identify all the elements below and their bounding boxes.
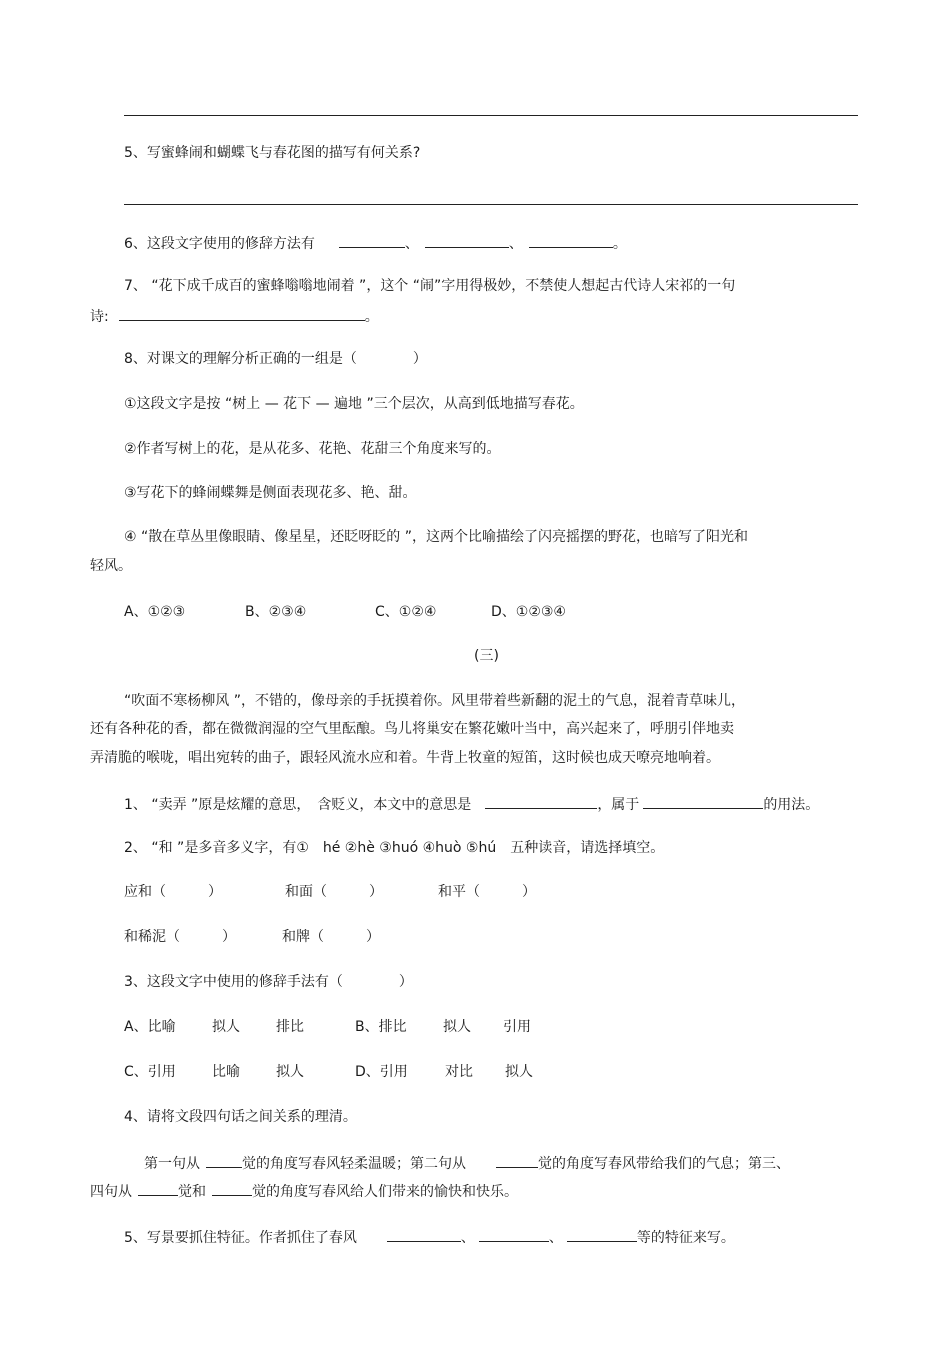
blank[interactable] xyxy=(479,1227,549,1242)
separator: 。 xyxy=(612,236,627,252)
question-6-text: 6、这段文字使用的修辞方法有 xyxy=(124,236,315,252)
q4-text: 四句从 xyxy=(90,1184,132,1200)
question-7-prefix: 诗: xyxy=(90,309,109,325)
q5-text: 等的特征来写。 xyxy=(636,1230,735,1246)
separator: 、 xyxy=(460,1230,475,1246)
separator: 。 xyxy=(364,309,379,325)
q3-choice-term: 对比 xyxy=(445,1064,473,1080)
question-7-line2 xyxy=(90,306,379,326)
question-2: 2、 “和 ”是多音多义字，有① hé ②hè ③huó ④huò ⑤hú 五种读音，请选择填空。 xyxy=(124,840,665,856)
q4-text: 觉和 xyxy=(178,1184,206,1200)
question-5 xyxy=(124,1227,735,1247)
blank[interactable] xyxy=(119,306,365,321)
choice-c[interactable]: C、①②④ xyxy=(375,604,437,620)
q4-text: 觉的角度写春风给人们带来的愉快和快乐。 xyxy=(252,1184,518,1200)
question-4-line2 xyxy=(90,1181,518,1201)
passage-line-2: 还有各种花的香，都在微微润湿的空气里酝酿。鸟儿将巢安在繁花嫩叶当中，高兴起来了，呼朋引伴地卖 xyxy=(90,721,734,737)
blank[interactable] xyxy=(387,1227,461,1242)
passage-line-1: “吹面不寒杨柳风 ”，不错的，像母亲的手抚摸着你。风里带着些新翻的泥土的气息，混着青草味儿， xyxy=(124,693,745,709)
q2-item: 应和（ ） xyxy=(124,884,222,900)
blank[interactable] xyxy=(529,233,613,248)
question-5-part2: 5、写蜜蜂闹和蝴蝶飞与春花图的描写有何关系? xyxy=(124,145,421,161)
question-4: 4、请将文段四句话之间关系的理清。 xyxy=(124,1109,357,1125)
question-8-option-1: ①这段文字是按 “树上 — 花下 — 遍地 ”三个层次，从高到低地描写春花。 xyxy=(124,396,584,412)
blank[interactable] xyxy=(643,794,763,809)
question-7-line1: 7、 “花下成千成百的蜜蜂嗡嗡地闹着 ”，这个 “闹”字用得极妙，不禁使人想起古代诗人宋祁的一句 xyxy=(124,278,736,294)
blank[interactable] xyxy=(138,1181,178,1196)
q3-choice[interactable]: C、引用 xyxy=(124,1064,176,1080)
blank[interactable] xyxy=(567,1227,637,1242)
q4-text: 觉的角度写春风轻柔温暖；第二句从 xyxy=(242,1156,466,1172)
q3-choice-term: 比喻 xyxy=(212,1064,240,1080)
question-4-line1 xyxy=(144,1153,790,1173)
q3-choice[interactable]: A、比喻 xyxy=(124,1019,176,1035)
q3-choice-term: 排比 xyxy=(276,1019,304,1035)
question-1-text-c: 的用法。 xyxy=(763,797,820,813)
q4-text: 觉的角度写春风带给我们的气息；第三、 xyxy=(538,1156,790,1172)
q2-item: 和面（ ） xyxy=(285,884,383,900)
choice-d[interactable]: D、①②③④ xyxy=(491,604,566,620)
section-heading: (三) xyxy=(474,648,499,664)
question-8-option-4-line1: ④ “散在草丛里像眼睛、像星星，还眨呀眨的 ”，这两个比喻描绘了闪亮摇摆的野花，也暗写了阳光和 xyxy=(124,529,748,545)
separator: 、 xyxy=(508,236,523,252)
blank[interactable] xyxy=(485,794,597,809)
q3-choice-term: 拟人 xyxy=(276,1064,304,1080)
question-6 xyxy=(124,233,627,253)
q4-text: 第一句从 xyxy=(144,1156,200,1172)
q3-choice-term: 拟人 xyxy=(212,1019,240,1035)
q2-item: 和牌（ ） xyxy=(282,929,380,945)
question-8-stem: 8、对课文的理解分析正确的一组是（ ） xyxy=(124,351,427,367)
separator: 、 xyxy=(404,236,419,252)
answer-rule-q5 xyxy=(124,204,858,205)
q2-item: 和稀泥（ ） xyxy=(124,929,236,945)
answer-rule-top xyxy=(124,115,858,116)
q5-text: 5、写景要抓住特征。作者抓住了春风 xyxy=(124,1230,357,1246)
blank[interactable] xyxy=(496,1153,538,1168)
question-1-text: 1、 “卖弄 ”原是炫耀的意思， 含贬义，本文中的意思是 xyxy=(124,797,472,813)
blank[interactable] xyxy=(425,233,509,248)
blank[interactable] xyxy=(339,233,405,248)
choice-b[interactable]: B、②③④ xyxy=(245,604,307,620)
passage-line-3: 弄清脆的喉咙，唱出宛转的曲子，跟轻风流水应和着。牛背上牧童的短笛，这时候也成天嘹亮地响着。 xyxy=(90,750,720,766)
q3-choice-term: 拟人 xyxy=(505,1064,533,1080)
q3-choice[interactable]: B、排比 xyxy=(355,1019,407,1035)
question-1-text-b: ，属于 xyxy=(597,797,640,813)
q3-choice-term: 拟人 xyxy=(443,1019,471,1035)
question-8-option-2: ②作者写树上的花，是从花多、花艳、花甜三个角度来写的。 xyxy=(124,441,501,457)
q3-choice[interactable]: D、引用 xyxy=(355,1064,408,1080)
blank[interactable] xyxy=(206,1153,242,1168)
q2-item: 和平（ ） xyxy=(438,884,536,900)
question-3: 3、这段文字中使用的修辞手法有（ ） xyxy=(124,974,413,990)
choice-a[interactable]: A、①②③ xyxy=(124,604,186,620)
question-1 xyxy=(124,794,819,814)
separator: 、 xyxy=(548,1230,563,1246)
question-8-option-3: ③写花下的蜂闹蝶舞是侧面表现花多、艳、甜。 xyxy=(124,485,417,501)
q3-choice-term: 引用 xyxy=(503,1019,531,1035)
blank[interactable] xyxy=(212,1181,252,1196)
question-8-option-4-line2: 轻风。 xyxy=(90,558,132,574)
